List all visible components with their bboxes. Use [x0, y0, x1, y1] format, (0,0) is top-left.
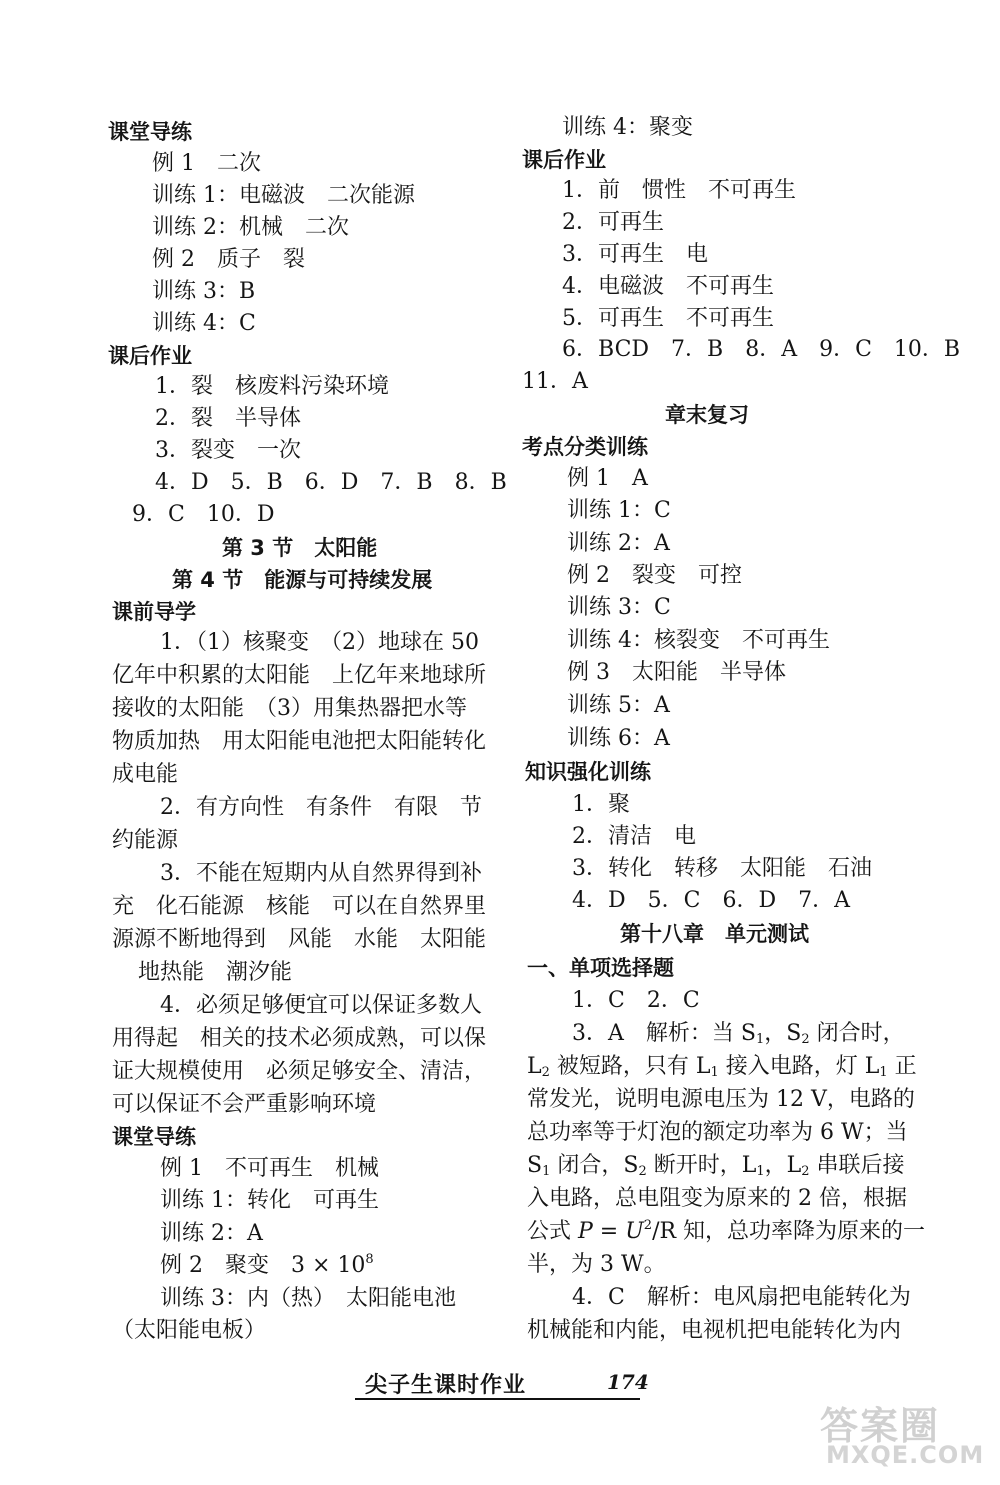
answer-line: 例 2 聚变 $3 \times 10^8$	[160, 1252, 374, 1278]
answer-line: （太阳能电板）	[112, 1318, 267, 1343]
answer-line: 训练 5：A	[567, 693, 670, 718]
answer-line: 总功率等于灯泡的额定功率为 6 W；当	[527, 1120, 908, 1145]
answer-line: 3．不能在短期内从自然界得到补	[160, 861, 482, 886]
answer-line: 充 化石能源 核能 可以在自然界里	[112, 894, 487, 919]
answer-line: 训练 2：机械 二次	[152, 215, 349, 240]
answer-line: 4．D 5．C 6．D 7．A	[572, 888, 850, 913]
footer-rule	[355, 1398, 640, 1400]
answer-line: 3．裂变 一次	[155, 438, 301, 463]
answer-line: 例 2 裂变 可控	[567, 563, 742, 588]
answer-line: 训练 1：电磁波 二次能源	[152, 183, 415, 208]
answer-line: 物质加热 用太阳能电池把太阳能转化	[112, 729, 487, 754]
answer-line: 公式 $P = U^2/R$ 知，总功率降为原来的一	[527, 1218, 926, 1244]
answer-line: 2．可再生	[562, 210, 664, 235]
answer-line: 1．聚	[572, 792, 630, 817]
answer-line: 1．C 2．C	[572, 988, 700, 1013]
heading-kaodian: 考点分类训练	[522, 435, 648, 459]
answer-line: 接收的太阳能 （3）用集热器把水等	[112, 696, 467, 721]
answer-line: 4．电磁波 不可再生	[562, 274, 774, 299]
answer-line: 3．A 解析：当 $S_1$，$S_2$ 闭合时，	[572, 1021, 905, 1047]
answer-line: 4．C 解析：电风扇把电能转化为	[572, 1285, 911, 1310]
answer-line: 训练 4：聚变	[562, 115, 693, 140]
section-title: 第 3 节 太阳能	[222, 536, 378, 560]
answer-line: 地热能 潮汐能	[138, 960, 293, 985]
answer-line: 用得起 相关的技术必须成熟，可以保	[112, 1026, 487, 1051]
page-number: 174	[607, 1370, 649, 1394]
answer-line: 入电路，总电阻变为原来的 2 倍，根据	[527, 1186, 907, 1211]
answer-line: $S_1$ 闭合，$S_2$ 断开时，$L_1$，$L_2$ 串联后接	[527, 1153, 905, 1179]
section-title: 第 4 节 能源与可持续发展	[172, 568, 433, 592]
answer-line: 4．必须足够便宜可以保证多数人	[160, 993, 482, 1018]
answer-line: 4．D 5．B 6．D 7．B 8．B	[155, 470, 507, 495]
answer-line: $L_2$ 被短路，只有 $L_1$ 接入电路，灯 $L_1$ 正	[527, 1054, 917, 1080]
section-title: 章末复习	[665, 403, 749, 427]
answer-line: 源源不断地得到 风能 水能 太阳能	[112, 927, 487, 952]
answer-line: 训练 2：A	[160, 1221, 263, 1246]
answer-line: 例 1 不可再生 机械	[160, 1156, 379, 1181]
answer-line: 11．A	[522, 369, 588, 394]
answer-line: 训练 3：C	[567, 595, 671, 620]
answer-line: 训练 4：核裂变 不可再生	[567, 628, 830, 653]
answer-line: 3．可再生 电	[562, 242, 708, 267]
answer-line: 训练 4：C	[152, 311, 256, 336]
heading-ketang-daolian: 课堂导练	[112, 1125, 196, 1149]
answer-line: 训练 3：内（热） 太阳能电池	[160, 1286, 456, 1311]
answer-line: 5．可再生 不可再生	[562, 306, 774, 331]
book-title: 尖子生课时作业	[365, 1373, 527, 1398]
answer-line: 例 1 A	[567, 466, 648, 491]
answer-line: 机械能和内能，电视机把电能转化为内	[527, 1318, 902, 1343]
answer-line: 2．清洁 电	[572, 824, 696, 849]
answer-line: 9．C 10．D	[132, 502, 275, 527]
page-footer	[355, 1368, 649, 1402]
answer-line: 1．前 惯性 不可再生	[562, 178, 796, 203]
answer-line: 证大规模使用 必须足够安全、清洁，	[112, 1059, 487, 1084]
watermark-logo: 答案圈	[820, 1404, 941, 1448]
answer-line: 例 3 太阳能 半导体	[567, 660, 786, 685]
answer-line: 可以保证不会严重影响环境	[112, 1092, 377, 1117]
answer-line: 例 2 质子 裂	[152, 247, 305, 272]
section-title: 第十八章 单元测试	[620, 922, 809, 946]
answer-line: 亿年中积累的太阳能 上亿年来地球所	[112, 663, 487, 688]
answer-line: 训练 3：B	[152, 279, 256, 304]
answer-line: 2．裂 半导体	[155, 406, 301, 431]
answer-line: 训练 2：A	[567, 531, 670, 556]
heading-zhishi: 知识强化训练	[525, 760, 651, 784]
answer-line: 1．（1）核聚变 （2）地球在 50	[160, 630, 479, 655]
answer-line: 成电能	[112, 762, 179, 787]
answer-line: 6．BCD 7．B 8．A 9．C 10．B	[562, 337, 961, 362]
answer-line: 1．裂 核废料污染环境	[155, 374, 389, 399]
heading-kehou-zuoye: 课后作业	[108, 344, 192, 368]
answer-line: 训练 1：转化 可再生	[160, 1188, 379, 1213]
answer-line: 2．有方向性 有条件 有限 节	[160, 795, 482, 820]
answer-line: 半，为 3 W。	[527, 1252, 666, 1277]
answer-line: 3．转化 转移 太阳能 石油	[572, 856, 872, 881]
heading-danxiang: 一、单项选择题	[527, 956, 674, 980]
watermark	[820, 1395, 990, 1475]
watermark-url: MXQE.COM	[826, 1441, 985, 1469]
answer-line: 例 1 二次	[152, 151, 261, 176]
answer-line: 常发光，说明电源电压为 12 V，电路的	[527, 1087, 915, 1112]
answer-line: 训练 1：C	[567, 498, 671, 523]
heading-ketang-daolian: 课堂导练	[108, 120, 192, 144]
heading-kehou-zuoye: 课后作业	[522, 148, 606, 172]
answer-line: 约能源	[112, 828, 179, 853]
heading-keqian-daoxue: 课前导学	[112, 600, 196, 624]
answer-line: 训练 6：A	[567, 726, 670, 751]
